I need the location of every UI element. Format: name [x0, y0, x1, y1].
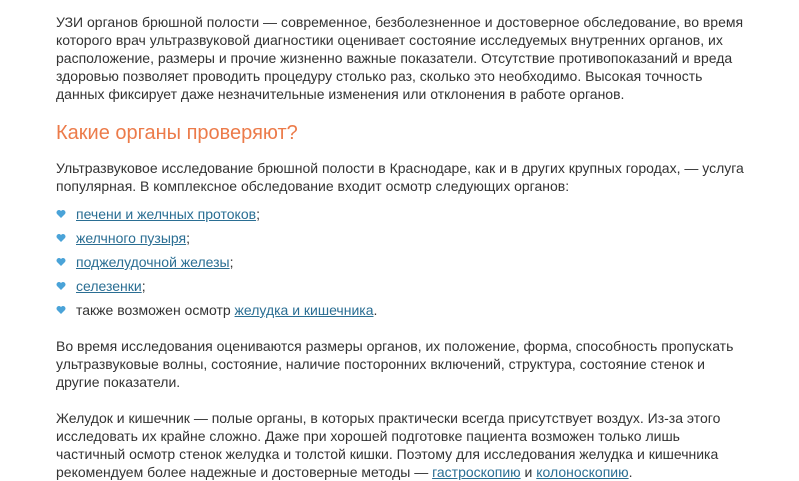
organ-link-liver[interactable]: печени и желчных протоков	[76, 206, 257, 222]
article-content	[56, 13, 746, 481]
section-heading: Какие органы проверяют?	[56, 122, 298, 144]
lead-paragraph: Ультразвуковое исследование брюшной полости в Краснодаре, как и в других крупных городах, — услуга популярная. В комплексное обследование входит осмотр следующих органов:	[56, 160, 744, 194]
organ-link-stomach-intestine[interactable]: желудка и кишечника	[234, 302, 374, 318]
list-item: селезенки;	[56, 277, 746, 295]
heart-icon	[56, 257, 66, 267]
list-item: печени и желчных протоков;	[56, 205, 746, 223]
colonoscopy-link[interactable]: колоноскопию	[536, 464, 629, 480]
list-item: желчного пузыря;	[56, 229, 746, 247]
heart-icon	[56, 305, 66, 315]
heart-icon	[56, 281, 66, 291]
intro-paragraph: УЗИ органов брюшной полости — современное, безболезненное и достоверное обследование, во время которого врач ультразвуковой диагностики оценивает состояние исследуемых внутренних органов, их расположение, размеры и прочие жизненно важные показатели. Отсутствие противопоказаний и вреда здоровью позволяет проводить процедуру столько раз, сколько это необходимо. Высокая точность данных фиксирует даже незначительные изменения или отклонения в работе органов.	[56, 14, 744, 102]
heart-icon	[56, 233, 66, 243]
hollow-organs-paragraph: Желудок и кишечник — полые органы, в которых практически всегда присутствует воздух. Из-за этого исследовать их крайне сложно. Даже при хорошей подготовке пациента возможен только лишь частичный осмотр стенок желудка и толстой кишки. Поэтому для исследования желудка и кишечника рекомендуем более надежные и достоверные методы — гастроскопию и колоноскопию.	[56, 410, 721, 480]
organ-list	[56, 205, 746, 319]
organ-link-pancreas[interactable]: поджелудочной железы	[76, 254, 230, 270]
heart-icon	[56, 209, 66, 219]
gastroscopy-link[interactable]: гастроскопию	[432, 464, 521, 480]
list-item: также возможен осмотр желудка и кишечника.	[56, 301, 746, 319]
list-item: поджелудочной железы;	[56, 253, 746, 271]
organ-link-spleen[interactable]: селезенки	[76, 278, 142, 294]
assessment-paragraph: Во время исследования оцениваются размеры органов, их положение, форма, способность пропускать ультразвуковые волны, состояние, наличие посторонних включений, структура, состояние стенок и другие показатели.	[56, 338, 734, 390]
organ-link-gallbladder[interactable]: желчного пузыря	[76, 230, 187, 246]
